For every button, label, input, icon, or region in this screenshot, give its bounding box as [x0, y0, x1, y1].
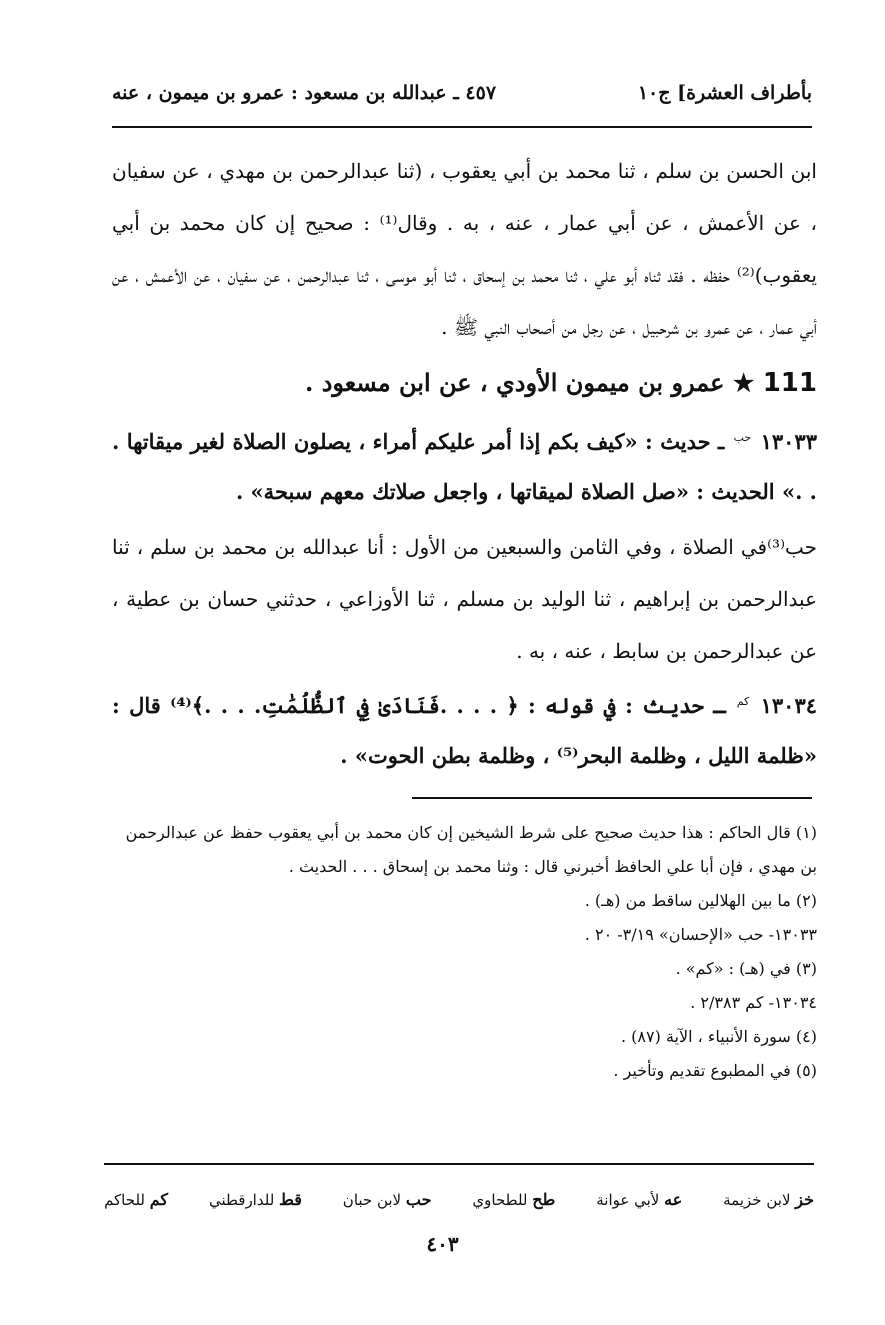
footnote-3: (٣) في (هـ) : «كم» . — [675, 959, 817, 978]
hadith-13034 — [112, 677, 817, 781]
hadith-number: ١٣٠٣٤ — [760, 693, 818, 718]
header-divider — [112, 126, 812, 128]
abbreviation-item: قط للدارقطني — [208, 1189, 302, 1209]
source-code-mark: كم — [736, 695, 750, 708]
paragraph-isnad-1: ابن الحسن بن سلم ، ثنا محمد بن أبي يعقوب ، (ثنا عبدالرحمن بن مهدي ، عن سفيان ، عن الأعمش ، عن أبي عمار ، عنه ، به . وقال⁽¹⁾ : صحيح إن كان محمد بن أبي يعقوب)⁽²⁾ حفظه . فقد ثناه أبو علي ، ثنا محمد بن إسحاق ، ثنا أبو موسى ، ثنا عبدالرحمن ، عن سفيان ، عن الأعمش ، عن أبي عمار ، عن عمرو بن شرحبيل ، عن رجل من أصحاب النبي ﷺ . — [112, 159, 817, 339]
footnote-5: (٥) في المطبوع تقديم وتأخير . — [613, 1061, 817, 1080]
footnote-ref-13033: ١٣٠٣٣- حب «الإحسان» ٣/١٩- ٢٠ . — [584, 925, 817, 944]
source-code-mark: حب — [733, 431, 752, 444]
abbreviation-item: حب لابن حبان — [342, 1189, 432, 1209]
footnote-2: (٢) ما بين الهلالين ساقط من (هـ) . — [584, 891, 817, 910]
header-chapter-title: ٤٥٧ ـ عبدالله بن مسعود : عمرو بن ميمون ، عنه — [112, 82, 497, 104]
page-number: ٤٠٣ — [426, 1232, 459, 1256]
hadith-number: ١٣٠٣٣ — [760, 429, 817, 454]
star-icon: ★ — [732, 368, 755, 397]
footnotes — [112, 816, 817, 1088]
footnote-4: (٤) سورة الأنبياء ، الآية (٨٧) . — [621, 1027, 817, 1046]
footnote-ref-13034: ١٣٠٣٤- كم ٢/٣٨٣ . — [690, 993, 817, 1012]
abbreviation-item: كم للحاكم — [104, 1189, 169, 1209]
abbreviation-item: خز لابن خزيمة — [723, 1189, 814, 1209]
footnote-1: (١) قال الحاكم : هذا حديث صحيح على شرط الشيخين إن كان محمد بن أبي يعقوب حفظ عن عبدالرحمن بن مهدي ، فإن أبا علي الحافظ أخبرني قال : وثنا محمد بن إسحاق . . . الحديث . — [125, 823, 817, 876]
paragraph-isnad-2: حب⁽³⁾في الصلاة ، وفي الثامن والسبعين من الأول : أنا عبدالله بن محمد بن سلم ، ثنا عبدالرحمن بن إبراهيم ، ثنا الوليد بن مسلم ، ثنا الأوزاعي ، حدثني حسان بن عطية ، عن عبدالرحمن بن سابط ، عنه ، به . — [112, 535, 817, 663]
section-title: عمرو بن ميمون الأودي ، عن ابن مسعود . — [305, 368, 725, 397]
abbreviation-item: عه لأبي عوانة — [596, 1189, 683, 1209]
hadith-text: ـ حديث : «كيف بكم إذا أمر عليكم أمراء ، يصلون الصلاة لغير ميقاتها . . .» الحديث : «صل الصلاة لميقاتها ، واجعل صلاتك معهم سبحة» . — [112, 429, 817, 504]
section-heading — [112, 357, 817, 409]
header-volume-title: بأطراف العشرة] ج١٠ — [637, 82, 812, 104]
abbreviation-item: طح للطحاوي — [472, 1189, 556, 1209]
running-header — [112, 78, 812, 114]
abbreviation-divider — [104, 1163, 814, 1165]
abbreviation-key — [104, 1183, 814, 1215]
hadith-13033 — [112, 413, 817, 517]
section-number: 111 — [762, 368, 817, 398]
main-text — [112, 145, 817, 781]
footnote-divider — [412, 797, 812, 799]
hadith-text: ـ حديث : في قوله : ﴿ . . . .فَنَادَىٰ فِي ٱلظُّلُمَٰتِ. . . .﴾⁽⁴⁾ قال : «ظلمة الليل ، وظلمة البحر⁽⁵⁾ ، وظلمة بطن الحوت» . — [112, 693, 817, 768]
